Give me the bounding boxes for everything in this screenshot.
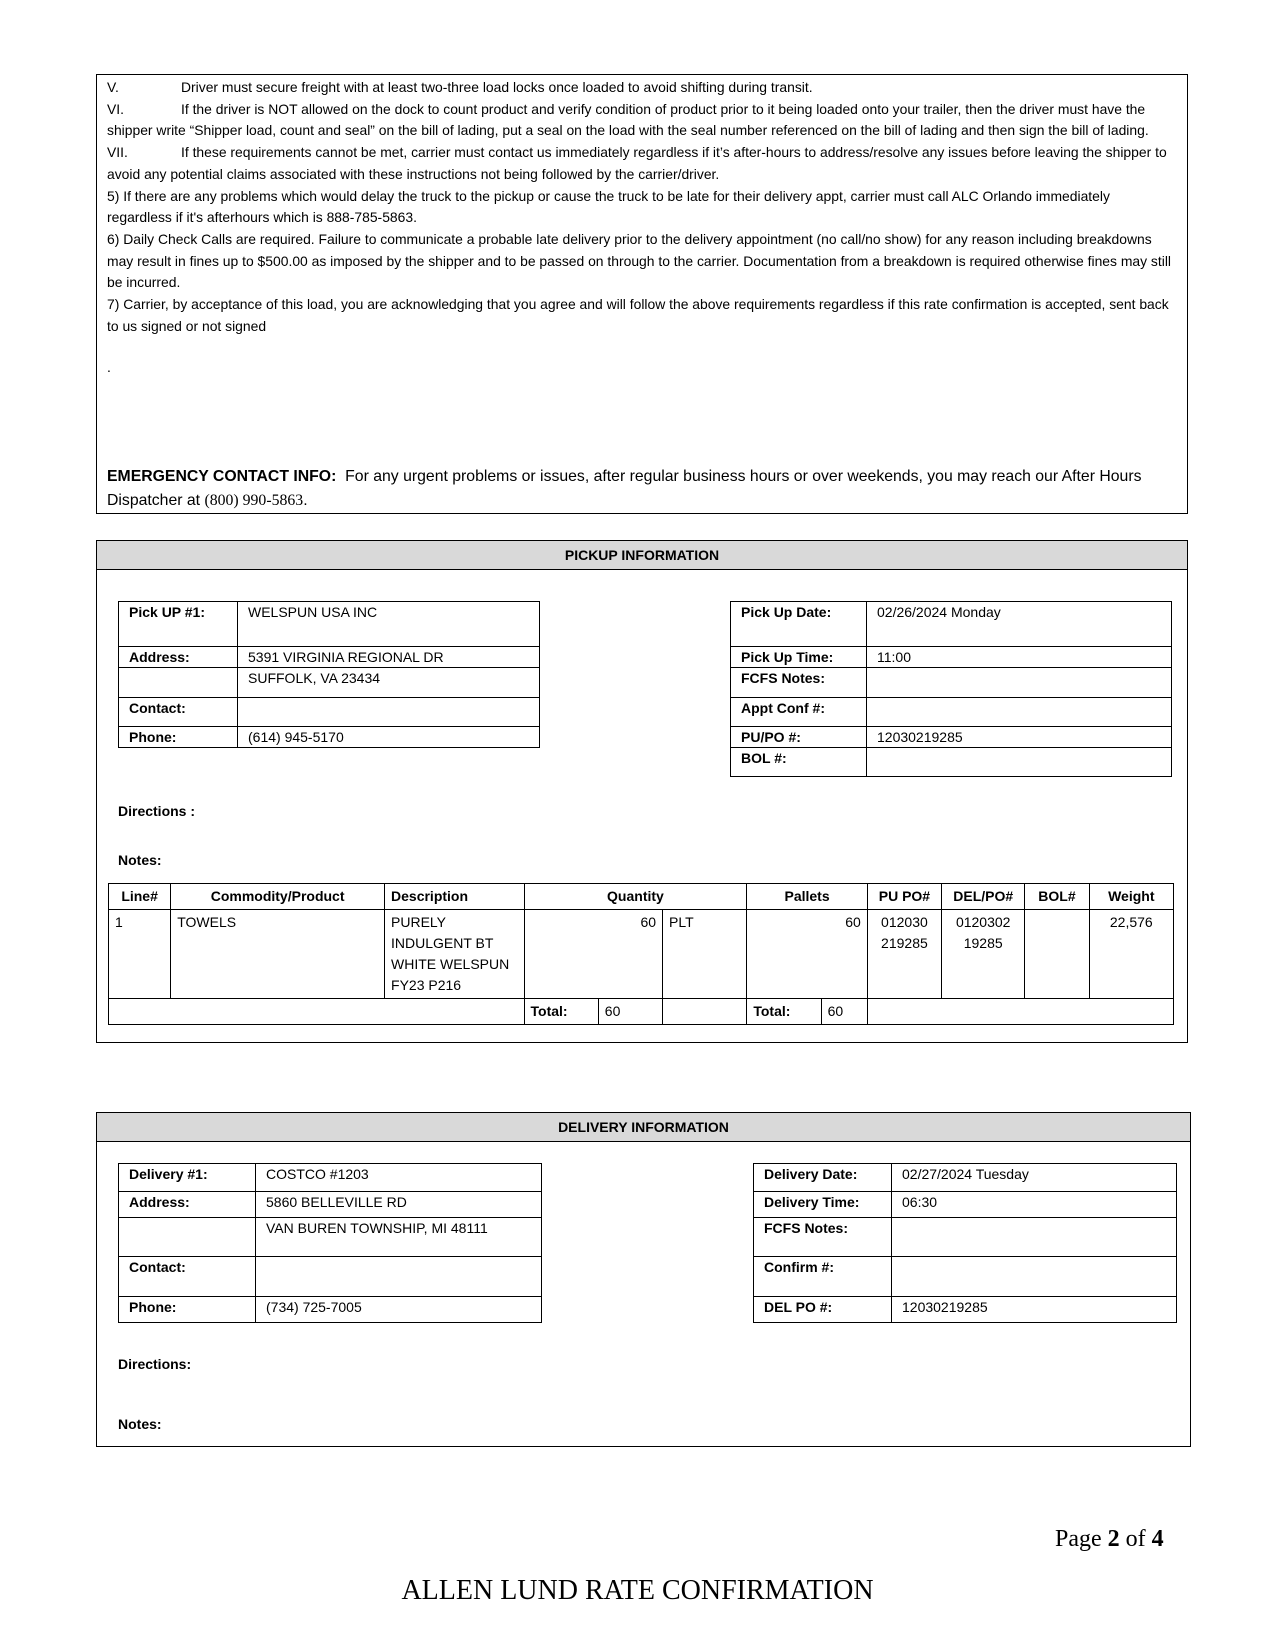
col-line: Line# [109,884,171,910]
commodity-table [108,883,1174,1025]
pickup-phone-label: Phone: [119,727,238,748]
col-bol: BOL# [1025,884,1089,910]
term-vi: VI. If the driver is NOT allowed on the dock to count product and verify condition of product prior to it being loaded onto your trailer, then the driver must have the shipper write “Shipper load, count and seal” on the bill of lading, put a seal on the load with the seal number referenced on the bill of lading and then sign the bill of lading. [107,100,1149,139]
col-description: Description [385,884,525,910]
pickup-phone: (614) 945-5170 [238,727,540,748]
pickup-header: PICKUP INFORMATION [97,541,1187,570]
pickup-section [96,540,1188,1043]
pickup-contact [238,698,540,727]
row-quantity: 60 [524,910,663,999]
delivery-label: Delivery #1: [119,1164,256,1192]
row-pallets: 60 [747,910,867,999]
pickup-address-label: Address: [119,647,238,668]
row-description: PURELY INDULGENT BT WHITE WELSPUN FY23 P216 [385,910,525,999]
delivery-confirm-label: Confirm #: [754,1257,892,1297]
row-del-po: 0120302 19285 [942,910,1025,999]
delivery-time: 06:30 [892,1192,1177,1218]
pickup-date: 02/26/2024 Monday [867,602,1172,647]
pickup-appt-label: Appt Conf #: [731,698,867,727]
pickup-date-label: Pick Up Date: [731,602,867,647]
term-5: 5) If there are any problems which would delay the truck to the pickup or cause the truck to be late for their delivery appt, carrier must call ALC Orlando immediately regardless if it's afterhours which is 888-785-5863. [107,187,1110,226]
term-v: V. Driver must secure freight with at least two-three load locks once loaded to avoid shifting during transit. [107,79,813,95]
delivery-right-table [753,1163,1177,1323]
delivery-fcfs-label: FCFS Notes: [754,1218,892,1257]
pickup-time: 11:00 [867,647,1172,668]
pickup-bol-label: BOL #: [731,748,867,777]
footer-title: ALLEN LUND RATE CONFIRMATION [401,1575,874,1606]
row-weight: 22,576 [1089,910,1173,999]
pickup-contact-label: Contact: [119,698,238,727]
pickup-fcfs [867,668,1172,698]
row-pu-po: 012030 219285 [867,910,941,999]
term-7: 7) Carrier, by acceptance of this load, you are acknowledging that you agree and will follow the above requirements regardless if this rate confirmation is accepted, sent back to us signed or not signed [107,296,1169,334]
pickup-right-table [730,601,1172,777]
delivery-delpo: 12030219285 [892,1297,1177,1323]
total-qty-label: Total: [524,999,598,1025]
row-bol [1025,910,1089,999]
pickup-directions-label: Directions : [118,803,196,819]
delivery-header: DELIVERY INFORMATION [97,1113,1190,1142]
col-weight: Weight [1089,884,1173,910]
page-number: Page 2 of 4 [1055,1526,1164,1552]
delivery-address-2: VAN BUREN TOWNSHIP, MI 48111 [256,1218,542,1257]
emergency-phone: (800) 990-5863 [204,492,304,509]
pickup-bol [867,748,1172,777]
terms-box [96,74,1188,514]
pickup-address-1: 5391 VIRGINIA REGIONAL DR [238,647,540,668]
delivery-notes-label: Notes: [118,1416,162,1432]
totals-row [109,999,1174,1025]
term-dot: . [107,359,111,376]
delivery-phone: (734) 725-7005 [256,1297,542,1323]
delivery-contact [256,1257,542,1297]
delivery-time-label: Delivery Time: [754,1192,892,1218]
pickup-appt [867,698,1172,727]
col-quantity: Quantity [524,884,747,910]
delivery-date: 02/27/2024 Tuesday [892,1164,1177,1192]
delivery-fcfs [892,1218,1177,1257]
delivery-phone-label: Phone: [119,1297,256,1323]
total-pallets: 60 [821,999,867,1025]
delivery-section [96,1112,1191,1447]
pickup-label: Pick UP #1: [119,602,238,647]
delivery-date-label: Delivery Date: [754,1164,892,1192]
total-qty: 60 [598,999,662,1025]
row-quantity-unit: PLT [663,910,747,999]
pickup-left-table [118,601,540,748]
total-pallets-label: Total: [747,999,821,1025]
col-pallets: Pallets [747,884,867,910]
delivery-left-table [118,1163,542,1323]
pickup-pupo: 12030219285 [867,727,1172,748]
col-pu-po: PU PO# [867,884,941,910]
term-6: 6) Daily Check Calls are required. Failure to communicate a probable late delivery prior to the delivery appointment (no call/no show) for any reason including breakdowns may result in fines up to $500.00 as imposed by the shipper and to be passed on through to the carrier. Documentation from a breakdown is required otherwise fines may still be incurred. [107,230,1171,291]
col-commodity: Commodity/Product [171,884,385,910]
delivery-name: COSTCO #1203 [256,1164,542,1192]
pickup-address-2: SUFFOLK, VA 23434 [238,668,540,698]
table-row: 1 TOWELS PURELY INDULGENT BT WHITE WELSPUN FY23 P216 60 PLT 60 012030 219285 0120302 19285 22,576 [109,910,1174,999]
pickup-fcfs-label: FCFS Notes: [731,668,867,698]
delivery-confirm [892,1257,1177,1297]
delivery-delpo-label: DEL PO #: [754,1297,892,1323]
delivery-address-1: 5860 BELLEVILLE RD [256,1192,542,1218]
pickup-time-label: Pick Up Time: [731,647,867,668]
emergency-text: For any urgent problems or issues, after regular business hours or over weekends, you may reach our After Hours Dispatcher at [107,468,1142,509]
delivery-directions-label: Directions: [118,1356,192,1372]
delivery-address-label: Address: [119,1192,256,1218]
pickup-pupo-label: PU/PO #: [731,727,867,748]
col-del-po: DEL/PO# [942,884,1025,910]
emergency-label: EMERGENCY CONTACT INFO: [107,468,337,485]
term-vii: VII. If these requirements cannot be met, carrier must contact us immediately regardless if it’s after-hours to address/resolve any issues before leaving the shipper to avoid any potential claims associated with these instructions not being followed by the carrier/driver. [107,144,1167,182]
pickup-name: WELSPUN USA INC [238,602,540,647]
delivery-contact-label: Contact: [119,1257,256,1297]
pickup-notes-label: Notes: [118,852,162,868]
emergency-contact: EMERGENCY CONTACT INFO: For any urgent problems or issues, after regular business hours or over weekends, you may reach our After Hours Dispatcher at (800) 990-5863. [107,468,1142,509]
